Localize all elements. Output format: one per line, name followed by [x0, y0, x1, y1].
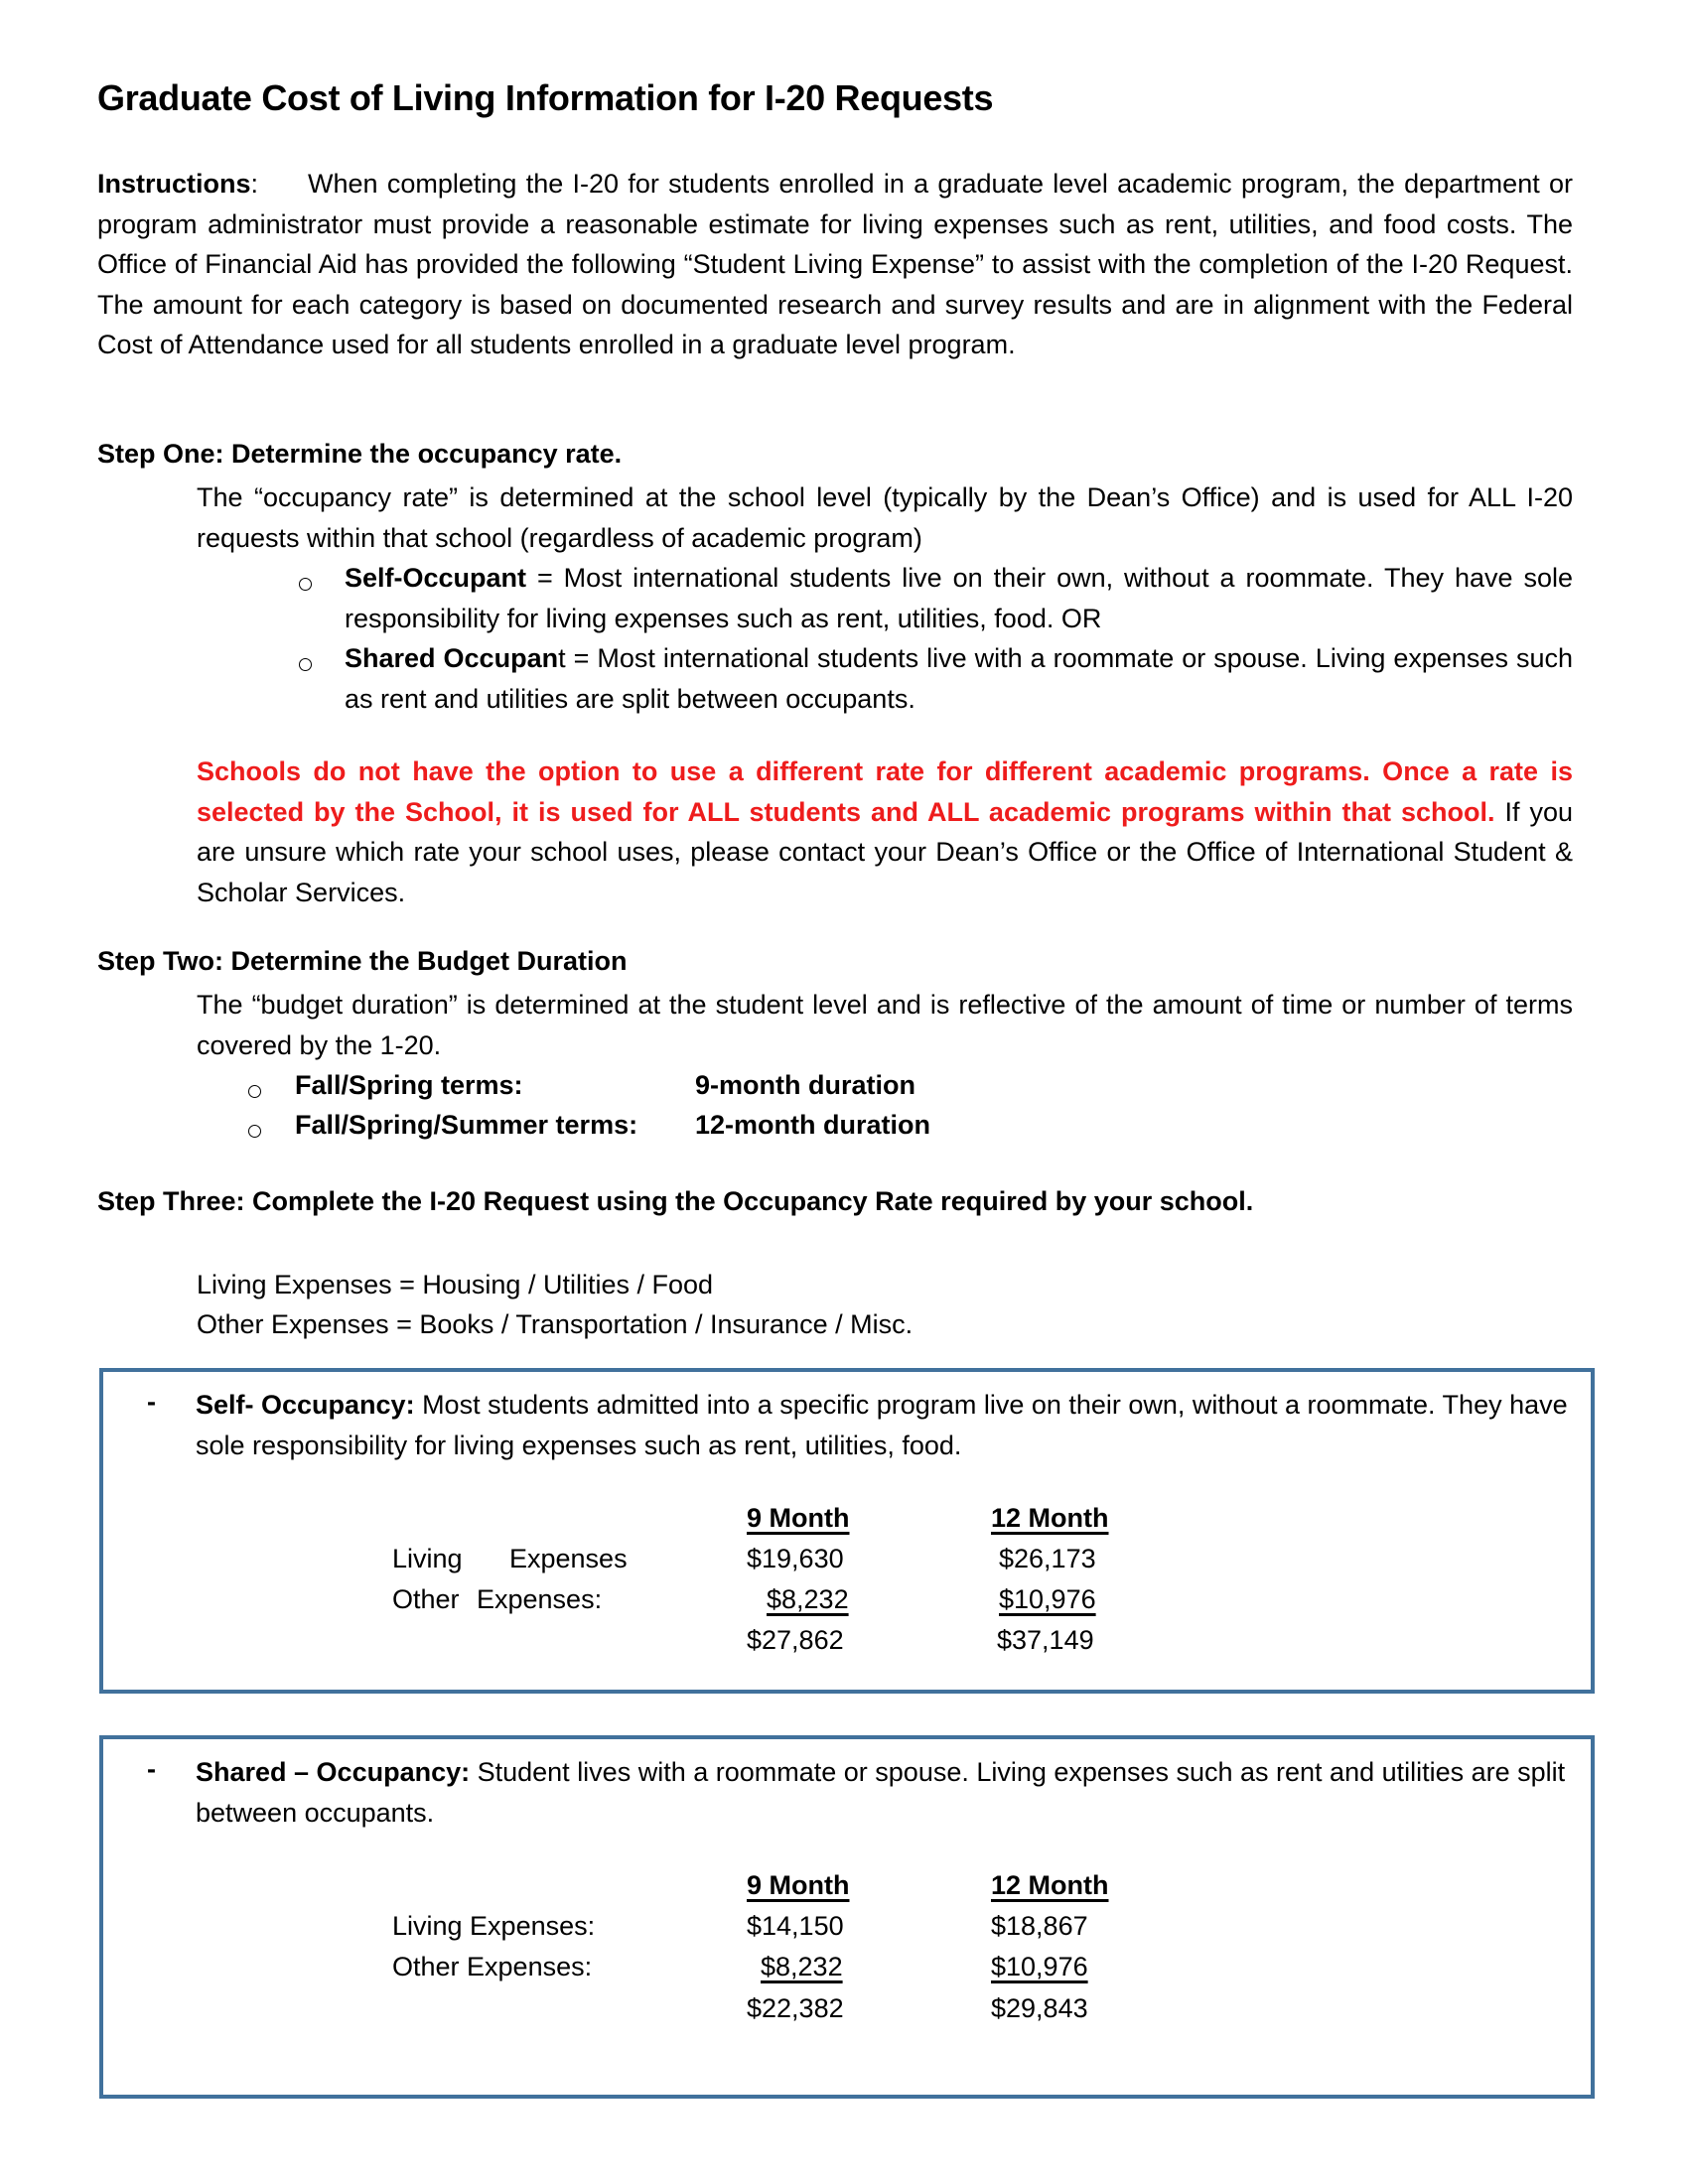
column-header-9-month: 9 Month	[747, 1870, 850, 1900]
duration-value-9-month: 9-month duration	[695, 1070, 915, 1100]
self-occupancy-description: Self- Occupancy: Most students admitted into a specific program live on their own, without a roommate. They have sole responsibility for living expenses such as rent, utilities, food.	[196, 1390, 1568, 1460]
bullet-self-occupant: Self-Occupant = Most international students live on their own, without a roommate. They have sole responsibility for living expenses such as rent, utilities, food. OR	[345, 563, 1573, 633]
step-one-intro: The “occupancy rate” is determined at the school level (typically by the Dean’s Office) and is used for ALL I-20 requests within that school (regardless of academic program)	[197, 482, 1573, 553]
circle-bullet-icon	[299, 658, 312, 671]
duration-value-12-month: 12-month duration	[695, 1110, 930, 1140]
step-two-intro: The “budget duration” is determined at the student level and is reflective of the amount of time or number of terms covered by the 1-20.	[197, 990, 1573, 1060]
circle-bullet-icon	[299, 578, 312, 591]
circle-bullet-icon	[248, 1085, 261, 1098]
circle-bullet-icon	[248, 1125, 261, 1138]
duration-item-9-month: Fall/Spring terms:	[295, 1070, 523, 1100]
total-cell: $29,843	[991, 1993, 1088, 2023]
row-label: Living	[392, 1544, 463, 1573]
step-two-heading: Step Two: Determine the Budget Duration	[97, 946, 628, 976]
instructions-text-line1: When completing the I-20 for students enrolled in a graduate level academic program, the	[308, 169, 1395, 199]
total-cell: $27,862	[747, 1625, 844, 1655]
shared-occupancy-description: Shared – Occupancy: Student lives with a roommate or spouse. Living expenses such as rent and utilities are split between occupants.	[196, 1757, 1566, 1828]
dash-bullet-icon: -	[147, 1387, 156, 1417]
total-cell: $37,149	[997, 1625, 1094, 1655]
self-occupancy-label: Self- Occupancy:	[196, 1390, 415, 1420]
row-label: Other	[392, 1584, 460, 1614]
bullet-shared-occupant: Shared Occupant = Most international students live with a roommate or spouse. Living expenses such as rent and utilities are split between occupants.	[345, 643, 1573, 714]
warning-tail-text: If you are unsure which rate your school uses, please contact your Dean’s Office or the Office of International Student & Scholar Services.	[197, 796, 1573, 907]
instructions-label: Instructions	[97, 169, 251, 199]
column-header-12-month: 12 Month	[991, 1503, 1109, 1533]
total-cell: $22,382	[747, 1993, 844, 2023]
value-cell: $10,976	[991, 1952, 1088, 1981]
value-cell: $19,630	[747, 1544, 844, 1573]
row-label: Expenses:	[477, 1584, 603, 1614]
value-cell: $10,976	[999, 1584, 1096, 1614]
column-header-9-month: 9 Month	[747, 1503, 850, 1533]
step-three-heading: Step Three: Complete the I-20 Request using the Occupancy Rate required by your school.	[97, 1186, 1254, 1216]
value-cell: $18,867	[991, 1911, 1088, 1941]
instructions-text: department or program administrator must provide a reasonable estimate for living expenses such as rent, utilities, and food costs. The Office of Financial Aid has provided the following “Student Living Expense” to assist with the completion of the I-20 Request. The amount for each category is based on documented research and survey results and are in alignment with the Federal Cost of Attendance used for all students enrolled in a graduate level program.	[97, 169, 1573, 359]
column-header-12-month: 12 Month	[991, 1870, 1109, 1900]
shared-occupancy-label: Shared – Occupancy:	[196, 1757, 471, 1787]
value-cell: $8,232	[767, 1584, 849, 1614]
row-label: Other Expenses:	[392, 1952, 593, 1981]
living-expenses-definition: Living Expenses = Housing / Utilities / Food	[197, 1270, 714, 1299]
warning-paragraph	[197, 751, 1573, 912]
other-expenses-definition: Other Expenses = Books / Transportation / Insurance / Misc.	[197, 1309, 914, 1339]
warning-red-text: Schools do not have the option to use a different rate for different academic programs. Once a rate is selected by the School, it is used for ALL students and ALL academic programs within that school.	[197, 756, 1573, 827]
value-cell: $14,150	[747, 1911, 844, 1941]
instructions-paragraph: Instructions: When completing the I-20 for students enrolled in a graduate level academic program, the department or program administrator must provide a reasonable estimate for living expenses such as rent, utilities, and food costs. The Office of Financial Aid has provided the following “Student Living Expense” to assist with the completion of the I-20 Request. The amount for each category is based on documented research and survey results and are in alignment with the Federal Cost of Attendance used for all students enrolled in a graduate level program.	[97, 169, 1573, 359]
duration-item-12-month: Fall/Spring/Summer terms:	[295, 1110, 638, 1140]
page-title: Graduate Cost of Living Information for I-20 Requests	[97, 77, 994, 118]
value-cell: $26,173	[999, 1544, 1096, 1573]
step-one-heading: Step One: Determine the occupancy rate.	[97, 439, 623, 469]
row-label: Living Expenses:	[392, 1911, 596, 1941]
value-cell: $8,232	[761, 1952, 843, 1981]
dash-bullet-icon: -	[147, 1754, 156, 1784]
row-label: Expenses	[509, 1544, 628, 1573]
